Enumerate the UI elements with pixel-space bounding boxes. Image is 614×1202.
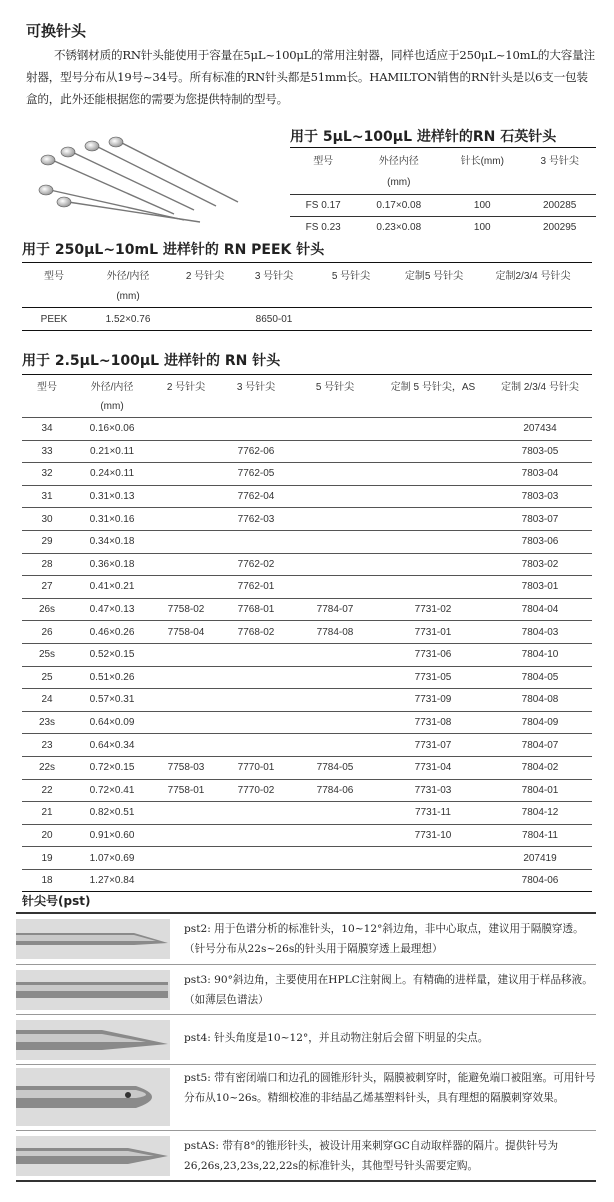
needle-tip-pstas-icon — [16, 1136, 170, 1176]
tip-text-pst2: pst2: 用于色谱分析的标准针头，10~12°斜边角，非中心取点，建议用于隔膜穿透。（针号分布从22s~26s的针头用于隔膜穿透上最理想） — [184, 923, 584, 955]
tips-section-title: 针尖号(pst) — [22, 894, 91, 908]
needle-tip-pst3-icon — [16, 970, 170, 1010]
peek-header-unit: (mm) — [116, 290, 140, 302]
tip-text-pstas: pstAS: 带有8°的锥形针头，被设计用来刺穿GC自动取样器的隔片。提供针号为26,26s,23,23s,22,22s的标准针头，其他型号针头需要定购。 — [184, 1140, 559, 1172]
tips-bottom-divider — [16, 1180, 596, 1182]
tip-row-pst4 — [16, 1020, 596, 1060]
needle-product-image — [24, 130, 254, 230]
divider — [16, 1014, 596, 1015]
tip-row-pst5 — [16, 1068, 596, 1126]
table-row: 26 0.46×0.26 7758-04 7768-02 7784-08 7731-01 7804-03 — [22, 621, 592, 644]
table-row: 29 0.34×0.18 7803-06 — [22, 530, 592, 553]
rn-header-unit: (mm) — [100, 401, 124, 412]
table-row: 19 1.07×0.69 207419 — [22, 847, 592, 870]
table-row: 22 0.72×0.41 7758-01 7770-02 7784-06 7731-03 7804-01 — [22, 779, 592, 802]
table-row: 30 0.31×0.16 7762-03 7803-07 — [22, 508, 592, 531]
table-row: 20 0.91×0.60 7731-10 7804-11 — [22, 824, 592, 847]
table-row: FS 0.17 0.17×0.08 100 200285 — [290, 195, 596, 217]
table-row: 22s 0.72×0.15 7758-03 7770-01 7784-05 7731-04 7804-02 — [22, 756, 592, 779]
divider — [16, 1130, 596, 1131]
tip-row-pst3 — [16, 970, 596, 1010]
tip-text-pst3: pst3: 90°斜边角，主要使用在HPLC注射阀上。有精确的进样量，建议用于样品移液。（如薄层色谱法） — [184, 974, 593, 1006]
tip-text-pst5: pst5: 带有密闭端口和边孔的圆锥形针头，隔膜被刺穿时，能避免端口被阻塞。可用针号分布从10~26s。精细校准的非结晶乙烯基塑料针头，具有理想的隔膜刺穿效果。 — [184, 1072, 596, 1104]
table-row: FS 0.23 0.23×0.08 100 200295 — [290, 217, 596, 239]
table-row: PEEK 1.52×0.76 8650-01 — [22, 308, 592, 331]
table-row: 25s 0.52×0.15 7731-06 7804-10 — [22, 643, 592, 666]
quartz-header-tip3: 3 号针尖 — [523, 148, 596, 172]
quartz-header-unit: (mm) — [387, 177, 411, 188]
table-row: 25 0.51×0.26 7731-05 7804-05 — [22, 666, 592, 689]
table-row: 32 0.24×0.11 7762-05 7803-04 — [22, 463, 592, 486]
tip-row-pst2 — [16, 919, 596, 959]
table-row: 21 0.82×0.51 7731-11 7804-12 — [22, 802, 592, 825]
rn-section-title: 用于 2.5μL~100μL 进样针的 RN 针头 — [22, 353, 281, 369]
tip-row-pstas — [16, 1136, 596, 1176]
tips-top-divider — [16, 912, 596, 914]
quartz-header-length: 针长(mm) — [441, 148, 523, 172]
divider — [16, 1064, 596, 1065]
intro-paragraph: 不锈钢材质的RN针头能使用于容量在5μL~100μL的常用注射器，同样也适应于250μL~10mL的大容量注射器，型号分布从19号~34号。所有标准的RN针头都是51mm长。HAMILTON销售的RN针头是以6支一包装盒的，此外还能根据您的需要为您提供特制的型号。 — [26, 48, 595, 106]
tip-text-pst4: pst4: 针头角度是10~12°，并且动物注射后会留下明显的尖点。 — [184, 1032, 489, 1044]
table-row: 27 0.41×0.21 7762-01 7803-01 — [22, 576, 592, 599]
quartz-header-model: 型号 — [290, 148, 356, 172]
quartz-table — [290, 147, 596, 238]
table-row: 34 0.16×0.06 207434 — [22, 418, 592, 441]
table-row: 33 0.21×0.11 7762-06 7803-05 — [22, 440, 592, 463]
table-row: 28 0.36×0.18 7762-02 7803-02 — [22, 553, 592, 576]
divider — [16, 964, 596, 965]
table-row: 23s 0.64×0.09 7731-08 7804-09 — [22, 711, 592, 734]
needle-tip-pst5-icon — [16, 1068, 170, 1126]
table-row: 24 0.57×0.31 7731-09 7804-08 — [22, 689, 592, 712]
quartz-header-diameter: 外径内径 — [356, 148, 441, 172]
table-row: 26s 0.47×0.13 7758-02 7768-01 7784-07 7731-02 7804-04 — [22, 598, 592, 621]
table-row: 23 0.64×0.34 7731-07 7804-07 — [22, 734, 592, 757]
rn-table: 型号 外径/内径 2 号针尖 3 号针尖 5 号针尖 定制 5 号针尖，AS 定制 2/3/4 号针尖 (mm) 34 0.16×0.06 207434 33 0.21×0.11 7762-06 7803-05 32 0.24×0.11 7762-05 7803-04 31 0.31×0.13 7762-04 7803-03 30 0.31×0.16 7762-03 7803-07 29 0.34×0.18 7803-06 28 0.36×0.18 7762-02 7803-02 27 0.41×0.21 7762-01 7803-01 26s 0.47×0.13 7758-02 7768-01 7784-07 7731-02 7804-04 26 0.46×0.26 7758-04 7768-02 7784-08 7731-01 7804-03 25s 0.52×0.15 7731-06 7804-10 25 0.51×0.26 7731-05 7804-05 24 0.57×0.31 7731-09 7804-08 23s 0.64×0.09 7731-08 7804-09 23 0.64×0.34 7731-07 7804-07 22s 0.72×0.15 7758-03 7770-01 7784-05 7731-04 7804-02 22 0.72×0.41 7758-01 7770-02 7784-06 7731-03 7804-01 21 0.82×0.51 7731-11 7804-12 20 0.91×0.60 7731-10 7804-11 19 1.07×0.69 207419 18 1.27×0.84 7804-06 — [22, 374, 592, 892]
page-title: 可换针头 — [26, 22, 87, 40]
table-row: 18 1.27×0.84 7804-06 — [22, 869, 592, 892]
peek-table: 型号 外径/内径 2 号针尖 3 号针尖 5 号针尖 定制5 号针尖 定制2/3/4 号针尖 (mm) PEEK 1.52×0.76 8650-01 — [22, 262, 592, 331]
needle-tip-pst4-icon — [16, 1020, 170, 1060]
needle-tip-pst2-icon — [16, 919, 170, 959]
table-row: 31 0.31×0.13 7762-04 7803-03 — [22, 485, 592, 508]
quartz-section-title: 用于 5μL~100μL 进样针的RN 石英针头 — [290, 129, 557, 145]
peek-section-title: 用于 250μL~10mL 进样针的 RN PEEK 针头 — [22, 242, 325, 258]
